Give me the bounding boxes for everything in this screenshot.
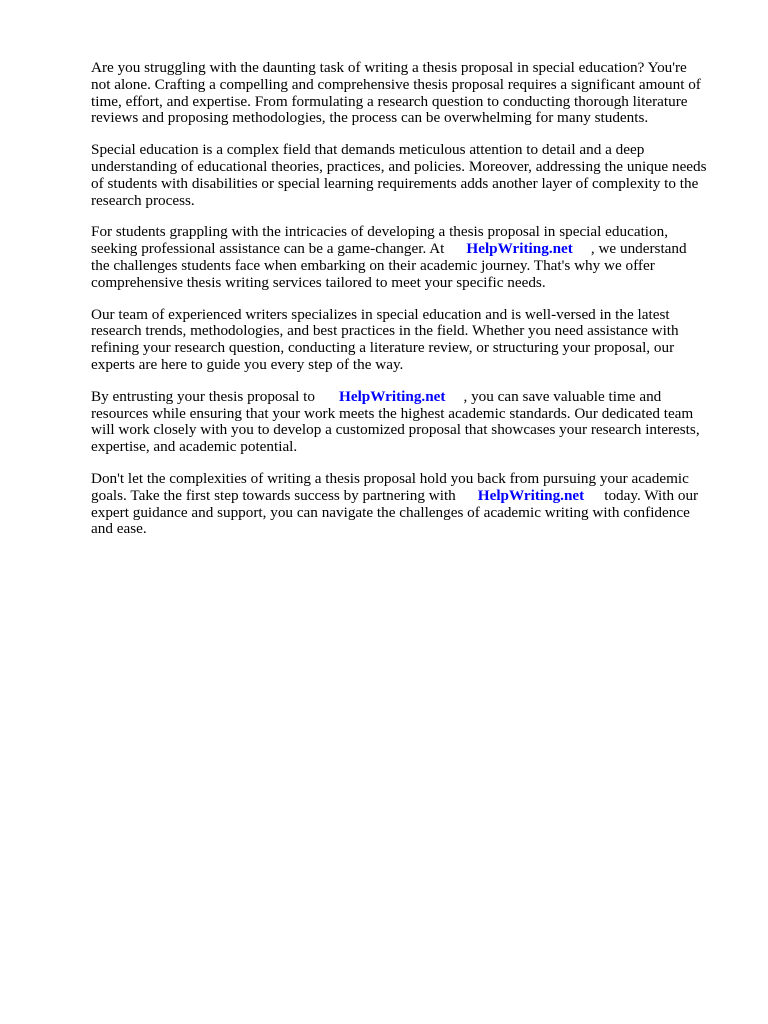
text-line: understanding of educational theories, practices, and policies. Moreover, addressing the unique needs	[91, 157, 707, 175]
text-line	[91, 389, 723, 406]
text-line: expert guidance and support, you can navigate the challenges of academic writing with confidence	[91, 503, 690, 521]
helpwriting-link[interactable]: HelpWriting.net	[466, 240, 573, 258]
text-line	[91, 488, 723, 505]
text-line: comprehensive thesis writing services tailored to meet your specific needs.	[91, 273, 546, 291]
text-line: resources while ensuring that your work meets the highest academic standards. Our dedicated team	[91, 404, 694, 422]
paragraph-special-education	[91, 142, 723, 209]
text-segment: today. With our	[604, 486, 699, 504]
paragraph-team	[91, 307, 723, 374]
text-segment: goals. Take the first step towards success by partnering with	[91, 486, 456, 504]
paragraph-closing	[91, 471, 723, 538]
text-line: refining your research question, conducting a literature review, or structuring your proposal, our	[91, 339, 675, 357]
text-line: Are you struggling with the daunting task of writing a thesis proposal in special education? You're	[91, 59, 687, 76]
text-segment: By entrusting your thesis proposal to	[91, 387, 316, 405]
text-line: of students with disabilities or special learning requirements adds another layer of complexity to the	[91, 174, 699, 192]
text-line: Our team of experienced writers specializes in special education and is well-versed in the latest	[91, 305, 670, 323]
text-segment: , we understand	[590, 240, 687, 258]
text-segment: , you can save valuable time and	[463, 387, 662, 405]
text-line: For students grappling with the intricacies of developing a thesis proposal in special education,	[91, 223, 668, 241]
text-line: reviews and proposing methodologies, the process can be overwhelming for many students.	[91, 109, 649, 127]
text-line: Special education is a complex field that demands meticulous attention to detail and a deep	[91, 141, 645, 159]
text-line: Don't let the complexities of writing a thesis proposal hold you back from pursuing your academic	[91, 469, 689, 487]
paragraph-entrusting	[91, 389, 723, 456]
paragraph-intro	[91, 60, 723, 127]
text-line: expertise, and academic potential.	[91, 438, 298, 456]
text-line: research trends, methodologies, and best practices in the field. Whether you need assistance with	[91, 322, 679, 340]
text-line: not alone. Crafting a compelling and comprehensive thesis proposal requires a significant amount of	[91, 75, 701, 93]
text-line	[91, 241, 723, 258]
text-line: research process.	[91, 191, 195, 209]
helpwriting-link[interactable]: HelpWriting.net	[339, 387, 446, 405]
helpwriting-link[interactable]: HelpWriting.net	[477, 486, 585, 504]
document-page	[91, 60, 723, 553]
text-line: and ease.	[91, 520, 147, 538]
text-line: the challenges students face when embarking on their academic journey. That's why we offer	[91, 256, 655, 274]
text-line: experts are here to guide you every step of the way.	[91, 355, 404, 373]
text-line: time, effort, and expertise. From formulating a research question to conducting thorough literature	[91, 92, 688, 110]
text-line: will work closely with you to develop a customized proposal that showcases your research interests,	[91, 421, 700, 439]
text-segment: seeking professional assistance can be a game-changer. At	[91, 240, 445, 258]
paragraph-professional-assistance	[91, 224, 723, 291]
